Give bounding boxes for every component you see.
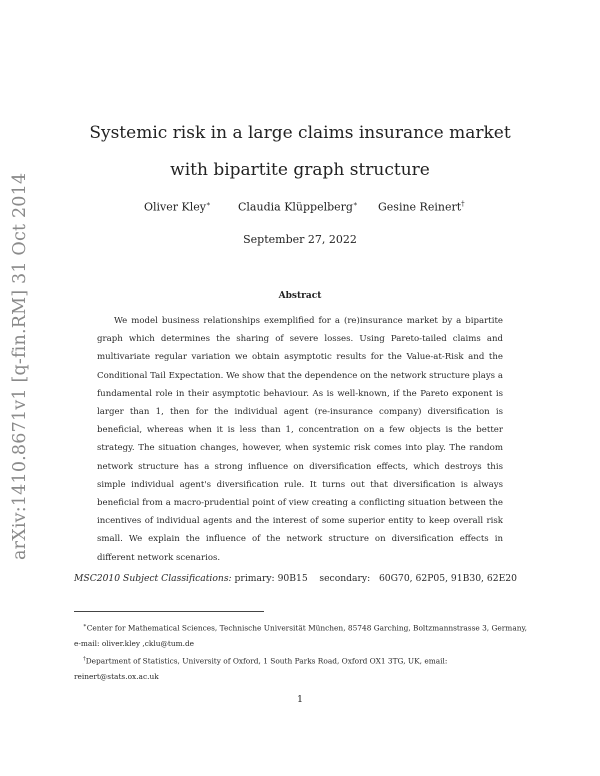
arxiv-identifier: arXiv:1410.8671v1 [q-fin.RM] 31 Oct 2014 bbox=[10, 172, 30, 560]
author-mark: † bbox=[461, 200, 465, 208]
author-mark: ∗ bbox=[352, 200, 358, 208]
footnote-text: Center for Mathematical Sciences, Technische Universität München, 85748 Garching, Boltzmannstrasse 3, Germany, e-mail: oliver.kley ,cklu@tum.de bbox=[74, 623, 528, 649]
author-2 bbox=[238, 200, 358, 214]
author-name: Oliver Kley bbox=[144, 200, 206, 214]
footnote-2 bbox=[74, 652, 528, 685]
abstract-heading: Abstract bbox=[278, 291, 322, 301]
msc-label: MSC2010 Subject Classifications: bbox=[74, 573, 232, 584]
author-1 bbox=[144, 200, 211, 214]
page-number: 1 bbox=[296, 694, 304, 705]
footnote-mark: † bbox=[83, 656, 86, 663]
footnotes bbox=[74, 619, 528, 685]
author-3 bbox=[378, 200, 465, 214]
paper-title: Systemic risk in a large claims insurance market with bipartite graph structure bbox=[89, 123, 511, 180]
author-name: Claudia Klüppelberg bbox=[238, 200, 353, 214]
author-mark: ∗ bbox=[206, 200, 211, 208]
footnote-text: Department of Statistics, University of Oxford, 1 South Parks Road, Oxford OX1 3TG, UK, email: reinert@stats.ox.ac.uk bbox=[74, 656, 448, 682]
abstract-body: We model business relationships exemplified for a (re)insurance market by a bipartite graph which determines the sharing of severe losses. Using Pareto-tailed claims and multivariate regular variation we obtain asymptotic results for the Value-at-Risk and the Conditional Tail Expectation. We show that the dependence on the network structure plays a fundamental role in their asymptotic behaviour. As is well-known, if the Pareto exponent is larger than 1, then for the individual agent (re-insurance company) diversification is beneficial, whereas when it is less than 1, concentration on a few objects is the better strategy. The situation changes, however, when systemic risk comes into play. The random network structure has a strong influence on diversification effects, which destroys this simple individual agent's diversification rule. It turns out that diversification is always beneficial from a macro-prudential point of view creating a conflicting situation between the incentives of individual agents and the interest of some superior entity to keep overall risk small. We explain the influence of the network structure on diversification effects in different network scenarios. bbox=[97, 316, 503, 563]
msc-secondary-label: secondary: bbox=[319, 573, 371, 584]
footnote-1 bbox=[74, 619, 528, 652]
paper-date: September 27, 2022 bbox=[243, 233, 357, 246]
footnote-mark: ∗ bbox=[83, 623, 87, 629]
msc-classification bbox=[74, 573, 534, 584]
msc-primary: 90B15 bbox=[277, 573, 308, 584]
footnote-rule bbox=[74, 611, 264, 612]
author-name: Gesine Reinert bbox=[378, 200, 462, 214]
msc-secondary: 60G70, 62P05, 91B30, 62E20 bbox=[378, 573, 517, 584]
msc-primary-label: primary: bbox=[234, 573, 275, 584]
